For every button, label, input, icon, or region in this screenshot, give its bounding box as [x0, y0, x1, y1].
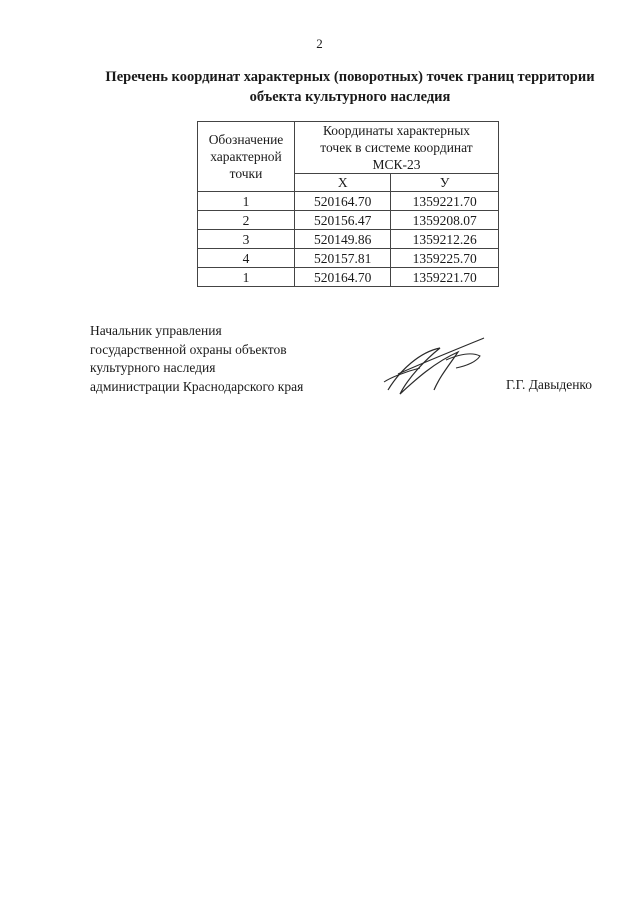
x-column-header: X — [295, 174, 391, 192]
table-header-row — [198, 122, 499, 174]
x-cell: 520149.86 — [295, 230, 391, 249]
y-column-header: У — [391, 174, 499, 192]
point-header-line-1: Обозначение — [208, 132, 284, 147]
title-line-1: Перечень координат характерных (поворотных) точек границ территории — [105, 69, 595, 85]
coordinates-table — [197, 121, 499, 287]
x-cell: 520164.70 — [295, 268, 391, 287]
title-line-2: объекта культурного наследия — [249, 89, 451, 105]
point-cell: 4 — [198, 249, 295, 268]
table-row — [198, 230, 499, 249]
signer-position-line-3: культурного наследия — [90, 360, 216, 375]
point-cell: 1 — [198, 192, 295, 211]
table-row — [198, 192, 499, 211]
signer-position-line-2: государственной охраны объектов — [90, 341, 287, 357]
y-cell: 1359212.26 — [391, 230, 499, 249]
coord-header-line-2: точек в системе координат — [320, 140, 473, 155]
document-title — [60, 67, 639, 107]
x-cell: 520164.70 — [295, 192, 391, 211]
coordinates-header — [295, 122, 499, 174]
signer-position-line-4: администрации Краснодарского края — [90, 378, 304, 394]
point-header-line-2: характерной — [210, 149, 282, 164]
point-designation-header — [198, 122, 295, 192]
x-cell: 520156.47 — [295, 211, 391, 230]
table-row — [198, 249, 499, 268]
page-number: 2 — [316, 36, 323, 51]
y-cell: 1359221.70 — [391, 268, 499, 287]
signer-position-line-1: Начальник управления — [90, 323, 222, 338]
x-cell: 520157.81 — [295, 249, 391, 268]
coord-header-line-1: Координаты характерных — [322, 123, 471, 138]
y-cell: 1359208.07 — [391, 211, 499, 230]
point-cell: 3 — [198, 230, 295, 249]
coord-header-line-3: МСК-23 — [372, 157, 421, 172]
point-cell: 2 — [198, 211, 295, 230]
y-cell: 1359221.70 — [391, 192, 499, 211]
table-row — [198, 268, 499, 287]
table-row — [198, 211, 499, 230]
signer-position — [90, 322, 303, 396]
signer-name: Г.Г. Давыденко — [506, 377, 593, 392]
point-cell: 1 — [198, 268, 295, 287]
point-header-line-3: точки — [229, 166, 263, 181]
y-cell: 1359225.70 — [391, 249, 499, 268]
handwritten-signature — [380, 330, 490, 400]
